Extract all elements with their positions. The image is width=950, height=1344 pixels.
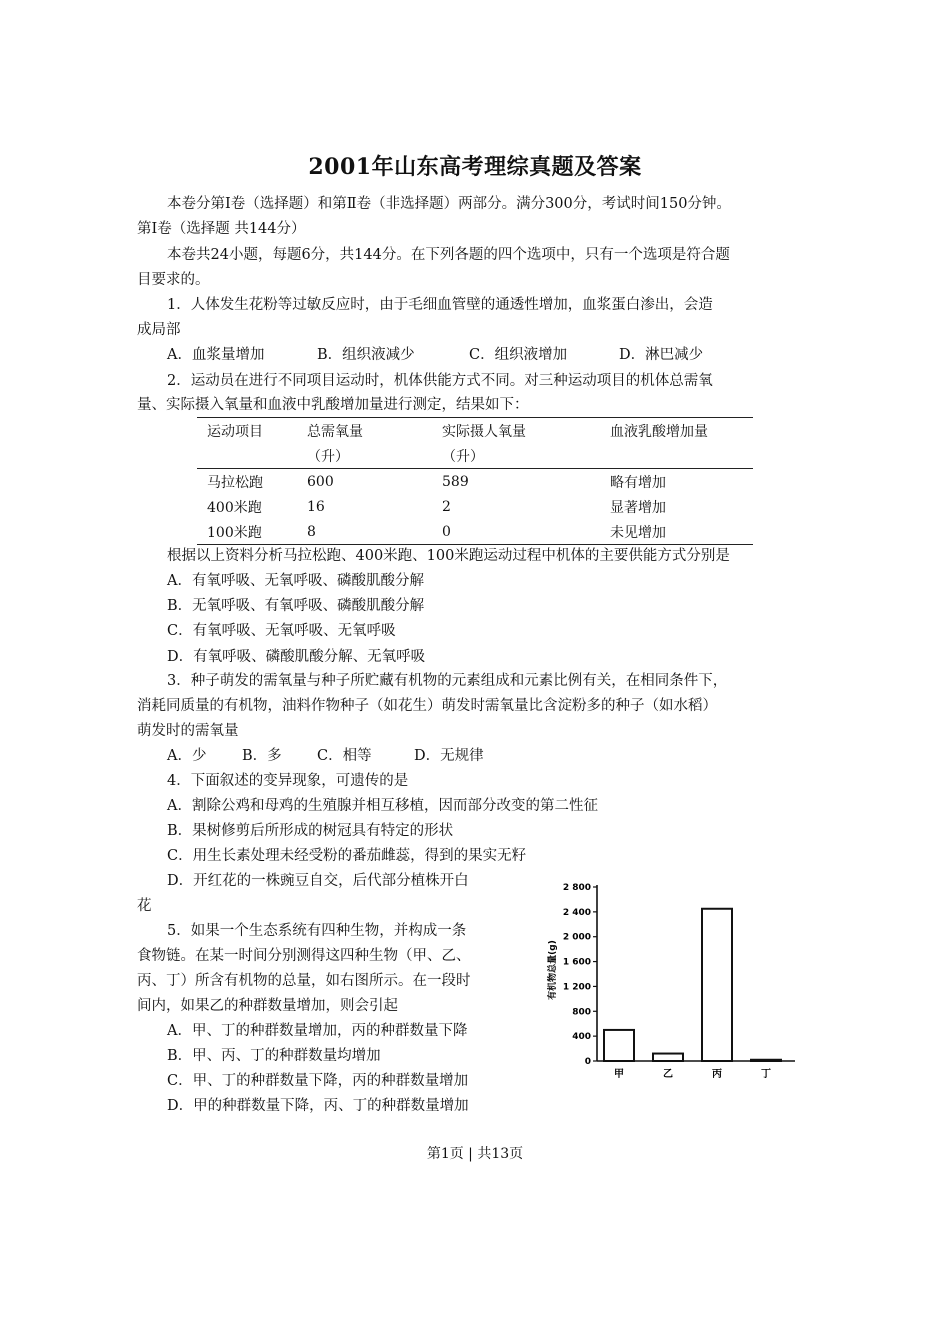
question-5-stem: 丙、丁）所含有机物的总量，如右图所示。在一段时 (137, 973, 471, 989)
x-tick-label: 丙 (712, 1069, 722, 1080)
question-3-options (167, 746, 484, 766)
option: C．甲、丁的种群数量下降，丙的种群数量增加 (167, 1073, 469, 1089)
table-header-row (197, 418, 753, 444)
organic-matter-bar-chart (540, 878, 800, 1083)
table-row (197, 519, 753, 545)
oxygen-table (197, 417, 753, 545)
option: A．血浆量增加 (167, 347, 265, 363)
table-cell: 显著增加 (610, 499, 666, 516)
table-row (197, 494, 753, 519)
bar-甲 (604, 1030, 634, 1061)
bars (604, 909, 781, 1061)
table-header: 运动项目 (197, 418, 297, 444)
question-5-stem: 间内，如果乙的种群数量增加，则会引起 (137, 998, 398, 1014)
table-subheader (197, 443, 297, 469)
y-tick-label: 400 (572, 1032, 591, 1043)
table-cell: 2 (442, 498, 451, 515)
option: B．无氧呼吸、有氧呼吸、磷酸肌酸分解 (167, 598, 425, 614)
y-tick-label: 0 (584, 1057, 591, 1067)
option: C．用生长素处理未经受粉的番茄雌蕊，得到的果实无籽 (167, 848, 527, 864)
bar-乙 (653, 1054, 683, 1061)
page-title: 2001年山东高考理综真题及答案 (308, 154, 642, 180)
intro-line: 本卷共24小题，每题6分，共144分。在下列各题的四个选项中，只有一个选项是符合题 (167, 247, 730, 263)
option: A．甲、丁的种群数量增加，丙的种群数量下降 (167, 1023, 468, 1039)
y-tick-label: 2 400 (562, 907, 591, 918)
question-3-stem: 3．种子萌发的需氧量与种子所贮藏有机物的元素组成和元素比例有关，在相同条件下， (167, 673, 728, 689)
y-tick-label: 2 800 (562, 883, 591, 893)
intro-line: 第Ⅰ卷（选择题 共144分） (137, 221, 306, 237)
option: D．开红花的一株豌豆自交，后代部分植株开白 (167, 873, 469, 889)
y-axis-label: 有机物总量(g) (548, 940, 558, 1000)
option: A．少 (167, 748, 207, 764)
y-tick-label: 2 000 (562, 932, 591, 943)
option: B．组织液减少 (317, 347, 415, 363)
page-footer: 第1页 | 共13页 (426, 1146, 524, 1162)
intro-line: 本卷分第Ⅰ卷（选择题）和第Ⅱ卷（非选择题）两部分。满分300分，考试时间150分钟。 (167, 196, 731, 212)
table-cell: 100米跑 (197, 519, 297, 545)
table-cell: 略有增加 (610, 474, 666, 491)
y-tick-label: 1 200 (562, 982, 591, 993)
question-1-stem: 成局部 (137, 322, 181, 338)
x-tick-label: 甲 (614, 1069, 624, 1080)
table-header: 血液乳酸增加量 (600, 418, 753, 444)
x-axis-labels (614, 1067, 771, 1080)
question-2-stem: 2．运动员在进行不同项目运动时，机体供能方式不同。对三种运动项目的机体总需氧 (167, 373, 713, 389)
option: D．有氧呼吸、磷酸肌酸分解、无氧呼吸 (167, 649, 426, 665)
table-row (197, 469, 753, 495)
option: D．甲的种群数量下降，丙、丁的种群数量增加 (167, 1098, 469, 1114)
x-tick-label: 乙 (663, 1069, 673, 1080)
option: C．有氧呼吸、无氧呼吸、无氧呼吸 (167, 623, 396, 639)
table-cell: 0 (432, 519, 600, 545)
option: B．甲、丙、丁的种群数量均增加 (167, 1048, 381, 1064)
table-cell: 16 (307, 498, 325, 515)
question-5-stem: 食物链。在某一时间分别测得这四种生物（甲、乙、 (137, 948, 471, 964)
option: C．组织液增加 (469, 347, 568, 363)
question-2-stem: 量、实际摄入氧量和血液中乳酸增加量进行测定，结果如下： (137, 397, 529, 413)
table-cell: 马拉松跑 (207, 474, 263, 491)
option: D．无规律 (414, 748, 484, 764)
table-cell: 未见增加 (600, 519, 753, 545)
table-cell: 589 (442, 473, 469, 490)
option: A．有氧呼吸、无氧呼吸、磷酸肌酸分解 (167, 573, 424, 589)
intro-line: 目要求的。 (137, 272, 210, 288)
table-subheader: （升） (297, 443, 432, 469)
option: B．果树修剪后所形成的树冠具有特定的形状 (167, 823, 454, 839)
question-1-stem: 1．人体发生花粉等过敏反应时，由于毛细血管壁的通透性增加，血浆蛋白渗出，会造 (167, 297, 713, 313)
question-3-stem: 消耗同质量的有机物，油料作物种子（如花生）萌发时需氧量比含淀粉多的种子（如水稻） (137, 698, 717, 714)
table-cell: 8 (297, 519, 432, 545)
y-tick-label: 1 600 (562, 957, 591, 968)
y-axis-ticks (563, 883, 597, 1067)
table-cell: 400米跑 (207, 499, 262, 516)
question-5-stem: 5．如果一个生态系统有四种生物，并构成一条 (167, 923, 467, 939)
question-2-question: 根据以上资料分析马拉松跑、400米跑、100米跑运动过程中机体的主要供能方式分别是 (167, 548, 730, 564)
table-header: 实际摄人氧量 (432, 418, 600, 444)
x-tick-label: 丁 (761, 1069, 771, 1080)
option-continuation: 花 (137, 898, 152, 914)
option: B．多 (242, 748, 282, 764)
option: A．割除公鸡和母鸡的生殖腺并相互移植，因而部分改变的第二性征 (167, 798, 598, 814)
table-subheader: （升） (432, 443, 600, 469)
option: D．淋巴减少 (619, 347, 704, 363)
table-subheader (600, 443, 753, 469)
table-cell: 600 (307, 473, 334, 490)
table-header: 总需氧量 (297, 418, 432, 444)
question-1-options (167, 345, 703, 365)
question-4-stem: 4．下面叙述的变异现象，可遗传的是 (167, 773, 409, 789)
table-subheader-row (197, 443, 753, 469)
question-3-stem: 萌发时的需氧量 (137, 723, 239, 739)
option: C．相等 (317, 748, 372, 764)
bar-丙 (702, 909, 732, 1061)
y-tick-label: 800 (572, 1007, 591, 1018)
